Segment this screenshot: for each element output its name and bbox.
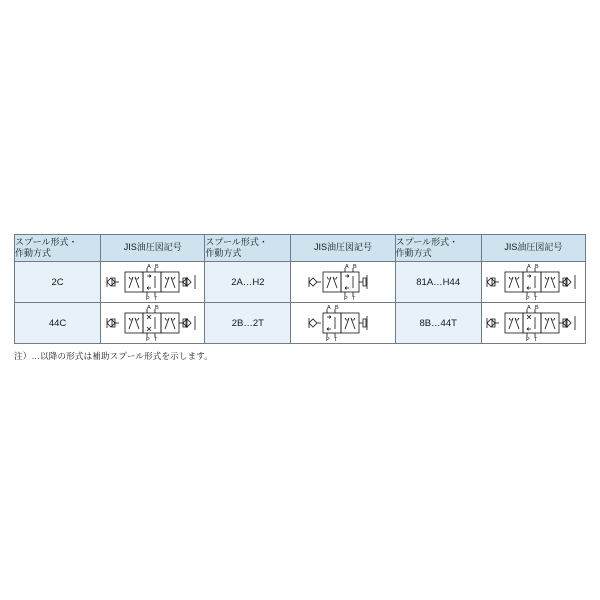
svg-text:A: A bbox=[345, 264, 349, 270]
table bbox=[14, 234, 586, 344]
svg-text:P: P bbox=[326, 337, 330, 342]
spool-label-2b-2t: 2B…2T bbox=[205, 303, 291, 344]
svg-text:T: T bbox=[534, 296, 538, 301]
svg-text:P: P bbox=[526, 296, 531, 301]
table-note: 注）…以降の形式は補助スプール形式を示します。 bbox=[14, 351, 213, 361]
spool-label-44c: 44C bbox=[15, 303, 101, 344]
symbol-cell-81a-h44 bbox=[481, 262, 585, 303]
header-line1: スプール形式・ bbox=[205, 236, 268, 247]
svg-text:T: T bbox=[534, 337, 538, 342]
svg-text:P: P bbox=[526, 337, 531, 342]
symbol-cell-2b-2t bbox=[291, 303, 395, 344]
symbol-cell-8b-44t bbox=[481, 303, 585, 344]
svg-text:A: A bbox=[146, 305, 151, 311]
spool-label-2a-h2: 2A…H2 bbox=[205, 262, 291, 303]
svg-text:P: P bbox=[145, 296, 150, 301]
spool-label-81a-h44: 81A…H44 bbox=[395, 262, 481, 303]
header-line2: 作動方式 bbox=[15, 248, 52, 258]
table-row bbox=[15, 262, 586, 303]
symbol-cell-2a-h2 bbox=[291, 262, 395, 303]
svg-text:B: B bbox=[154, 264, 159, 270]
header-row bbox=[15, 235, 586, 262]
svg-text:A: A bbox=[327, 305, 331, 311]
svg-text:A: A bbox=[146, 264, 151, 270]
header-spool-type-2 bbox=[205, 235, 291, 262]
spool-label-8b-44t: 8B…44T bbox=[395, 303, 481, 344]
jis-symbol-2c bbox=[101, 263, 204, 301]
header-jis-symbol-1: JIS油圧図記号 bbox=[101, 235, 205, 262]
header-jis-symbol-2: JIS油圧図記号 bbox=[291, 235, 395, 262]
svg-text:P: P bbox=[145, 337, 150, 342]
jis-symbol-2b-2t bbox=[291, 304, 394, 342]
jis-symbol-44c bbox=[101, 304, 204, 342]
header-jis-symbol-3: JIS油圧図記号 bbox=[481, 235, 585, 262]
svg-text:T: T bbox=[153, 337, 158, 342]
header-spool-type-1 bbox=[15, 235, 101, 262]
svg-text:B: B bbox=[353, 264, 357, 270]
header-line1: スプール形式・ bbox=[395, 236, 459, 247]
spool-symbol-table bbox=[14, 234, 586, 344]
svg-text:B: B bbox=[335, 305, 339, 311]
svg-text:T: T bbox=[352, 296, 356, 301]
symbol-cell-44c bbox=[101, 303, 205, 344]
svg-text:B: B bbox=[154, 305, 159, 311]
symbol-cell-2c bbox=[101, 262, 205, 303]
svg-text:B: B bbox=[535, 264, 540, 270]
table-body bbox=[15, 262, 586, 344]
svg-text:A: A bbox=[527, 264, 532, 270]
header-line2: 作動方式 bbox=[395, 248, 432, 258]
header-spool-type-3 bbox=[395, 235, 481, 262]
table-row bbox=[15, 303, 586, 344]
svg-text:T: T bbox=[334, 337, 338, 342]
jis-symbol-81a-h44 bbox=[482, 263, 585, 301]
jis-symbol-8b-44t bbox=[482, 304, 585, 342]
svg-text:B: B bbox=[535, 305, 540, 311]
svg-text:T: T bbox=[153, 296, 158, 301]
header-line2: 作動方式 bbox=[205, 248, 242, 258]
jis-symbol-2a-h2 bbox=[291, 263, 394, 301]
table-header bbox=[15, 235, 586, 262]
svg-text:P: P bbox=[344, 296, 348, 301]
spool-label-2c: 2C bbox=[15, 262, 101, 303]
svg-text:A: A bbox=[527, 305, 532, 311]
header-line1: スプール形式・ bbox=[15, 236, 78, 247]
